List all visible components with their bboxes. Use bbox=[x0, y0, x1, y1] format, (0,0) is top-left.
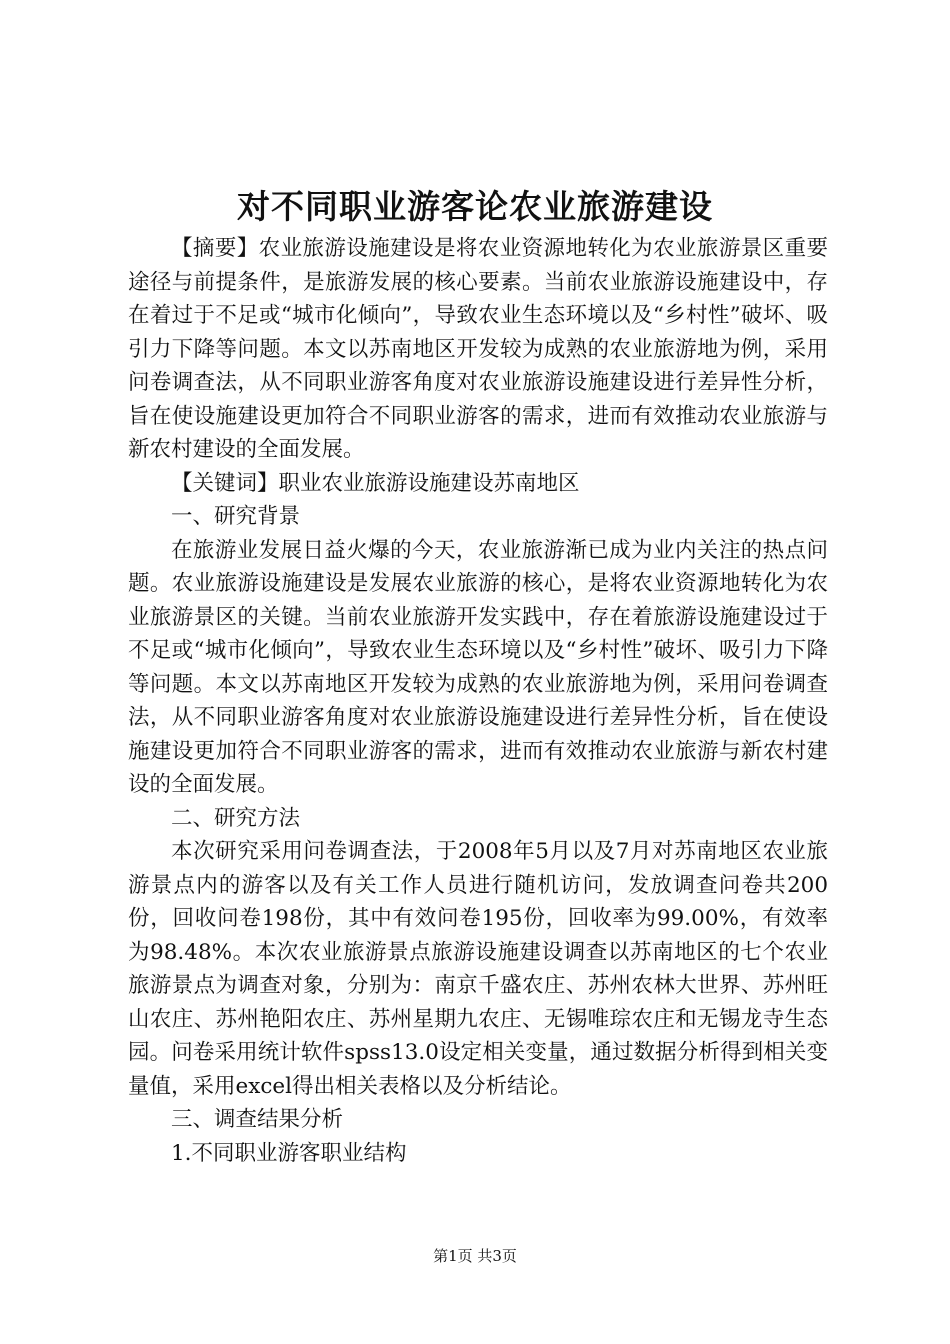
page-footer: 第1页 共3页 bbox=[433, 1247, 517, 1265]
section-heading-background: 一、研究背景 bbox=[171, 504, 301, 529]
abstract-paragraph: 【摘要】农业旅游设施建设是将农业资源地转化为农业旅游景区重要途径与前提条件，是旅游发展的核心要素。当前农业旅游设施建设中，存在着过于不足或“城市化倾向”，导致农业生态环境以及“乡村性”破坏、吸引力下降等问题。本文以苏南地区开发较为成熟的农业旅游地为例，采用问卷调查法，从不同职业游客角度对农业旅游设施建设进行差异性分析，旨在使设施建设更加符合不同职业游客的需求，进而有效推动农业旅游与新农村建设的全面发展。 bbox=[128, 236, 828, 462]
subsection-heading-structure: 1.不同职业游客职业结构 bbox=[171, 1140, 407, 1166]
keywords-paragraph: 【关键词】职业农业旅游设施建设苏南地区 bbox=[171, 470, 580, 496]
document-body bbox=[128, 232, 828, 1170]
method-paragraph: 本次研究采用问卷调查法，于2008年5月以及7月对苏南地区农业旅游景点内的游客以及有关工作人员进行随机访问，发放调查问卷共200份，回收问卷198份，其中有效问卷195份，回收率为99.00%，有效率为98.48%。本次农业旅游景点旅游设施建设调查以苏南地区的七个农业旅游景点为调查对象，分别为：南京千盛农庄、苏州农林大世界、苏州旺山农庄、苏州艳阳农庄、苏州星期九农庄、无锡唯琮农庄和无锡龙寺生态园。问卷采用统计软件spss13.0设定相关变量，通过数据分析得到相关变量值，采用excel得出相关表格以及分析结论。 bbox=[128, 839, 828, 1099]
background-paragraph: 在旅游业发展日益火爆的今天，农业旅游渐已成为业内关注的热点问题。农业旅游设施建设是发展农业旅游的核心，是将农业资源地转化为农业旅游景区的关键。当前农业旅游开发实践中，存在着旅游设施建设过于不足或“城市化倾向”，导致农业生态环境以及“乡村性”破坏、吸引力下降等问题。本文以苏南地区开发较为成熟的农业旅游地为例，采用问卷调查法，从不同职业游客角度对农业旅游设施建设进行差异性分析，旨在使设施建设更加符合不同职业游客的需求，进而有效推动农业旅游与新农村建设的全面发展。 bbox=[128, 537, 828, 797]
section-heading-results: 三、调查结果分析 bbox=[171, 1107, 344, 1132]
section-heading-method: 二、研究方法 bbox=[171, 805, 301, 831]
document-title: 对不同职业游客论农业旅游建设 bbox=[237, 187, 713, 226]
